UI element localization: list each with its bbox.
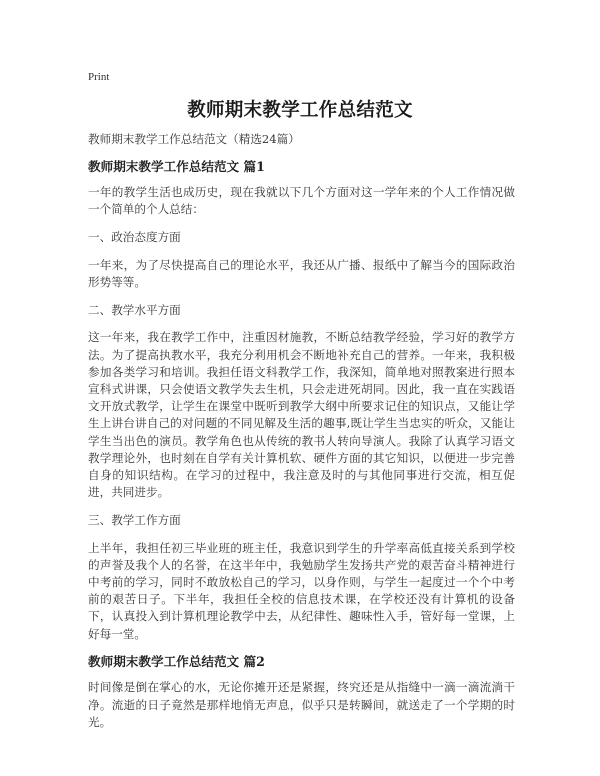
paragraph: 时间像是倒在掌心的水，无论你摊开还是紧握，终究还是从指缝中一滴一滴流淌干净。流逝的日子竟然是那样地悄无声息，似乎只是转瞬间，就送走了一个学期的时光。	[88, 680, 515, 729]
page-title: 教师期末教学工作总结范文	[187, 100, 413, 121]
paragraph: 一年的教学生活也成历史，现在我就以下几个方面对这一学年来的个人工作情况做一个简单的个人总结：	[88, 185, 515, 217]
document-subtitle: 教师期末教学工作总结范文（精选24篇）	[88, 132, 300, 146]
subsection-heading-politics: 一、政治态度方面	[88, 230, 181, 245]
paragraph: 一年来，为了尽快提高自己的理论水平，我还从广播、报纸中了解当今的国际政治形势等等。	[88, 257, 515, 290]
paragraph: 这一年来，我在教学工作中，注重因材施教，不断总结教学经验，学习好的教学方法。为了提高执教水平，我充分利用机会不断地补充自己的营养。一年来，我积极参加各类学习和培训。我担任语文科教学工作，我深知，简单地对照教案进行照本宣科式讲课，只会使语文教学失去生机，只会走进死胡同。因此，我一直在实践语文开放式教学，让学生在课堂中既听到教学大纲中所要求记住的知识点，又能让学生上讲台讲自己的对问题的不同见解及生活的趣事,既让学生当忠实的听众，又能让学生当出色的演员。教学角色也从传统的教书人转向导演人。我除了认真学习语文教学理论外，也时刻在自学有关计算机软、硬件方面的其它知识，以便进一步完善自身的知识结构。在学习的过程中，我注意及时的与其他同事进行交流，相互促进，共同进步。	[88, 330, 515, 500]
subsection-heading-teaching-level: 二、教学水平方面	[88, 302, 181, 317]
print-link[interactable]: Print	[88, 71, 110, 83]
section-heading-1: 教师期末教学工作总结范文 篇1	[88, 159, 265, 175]
paragraph: 上半年，我担任初三毕业班的班主任，我意识到学生的升学率高低直接关系到学校的声誉及我个人的名誉，在这半年中，我勉励学生发扬共产党的艰苦奋斗精神进行中考前的学习，同时不敢放松自己的学习，以身作则，与学生一起度过一个个中考前的艰苦日子。下半年，我担任全校的信息技术课，在学校还没有计算机的设备下，认真投入到计算机理论教学中去，从纪律性、趣味性入手，管好每一堂课，上好每一堂。	[88, 540, 515, 641]
subsection-heading-teaching-work: 三、教学工作方面	[88, 512, 181, 527]
document-body	[88, 131, 515, 741]
section-heading-2: 教师期末教学工作总结范文 篇2	[88, 654, 265, 670]
